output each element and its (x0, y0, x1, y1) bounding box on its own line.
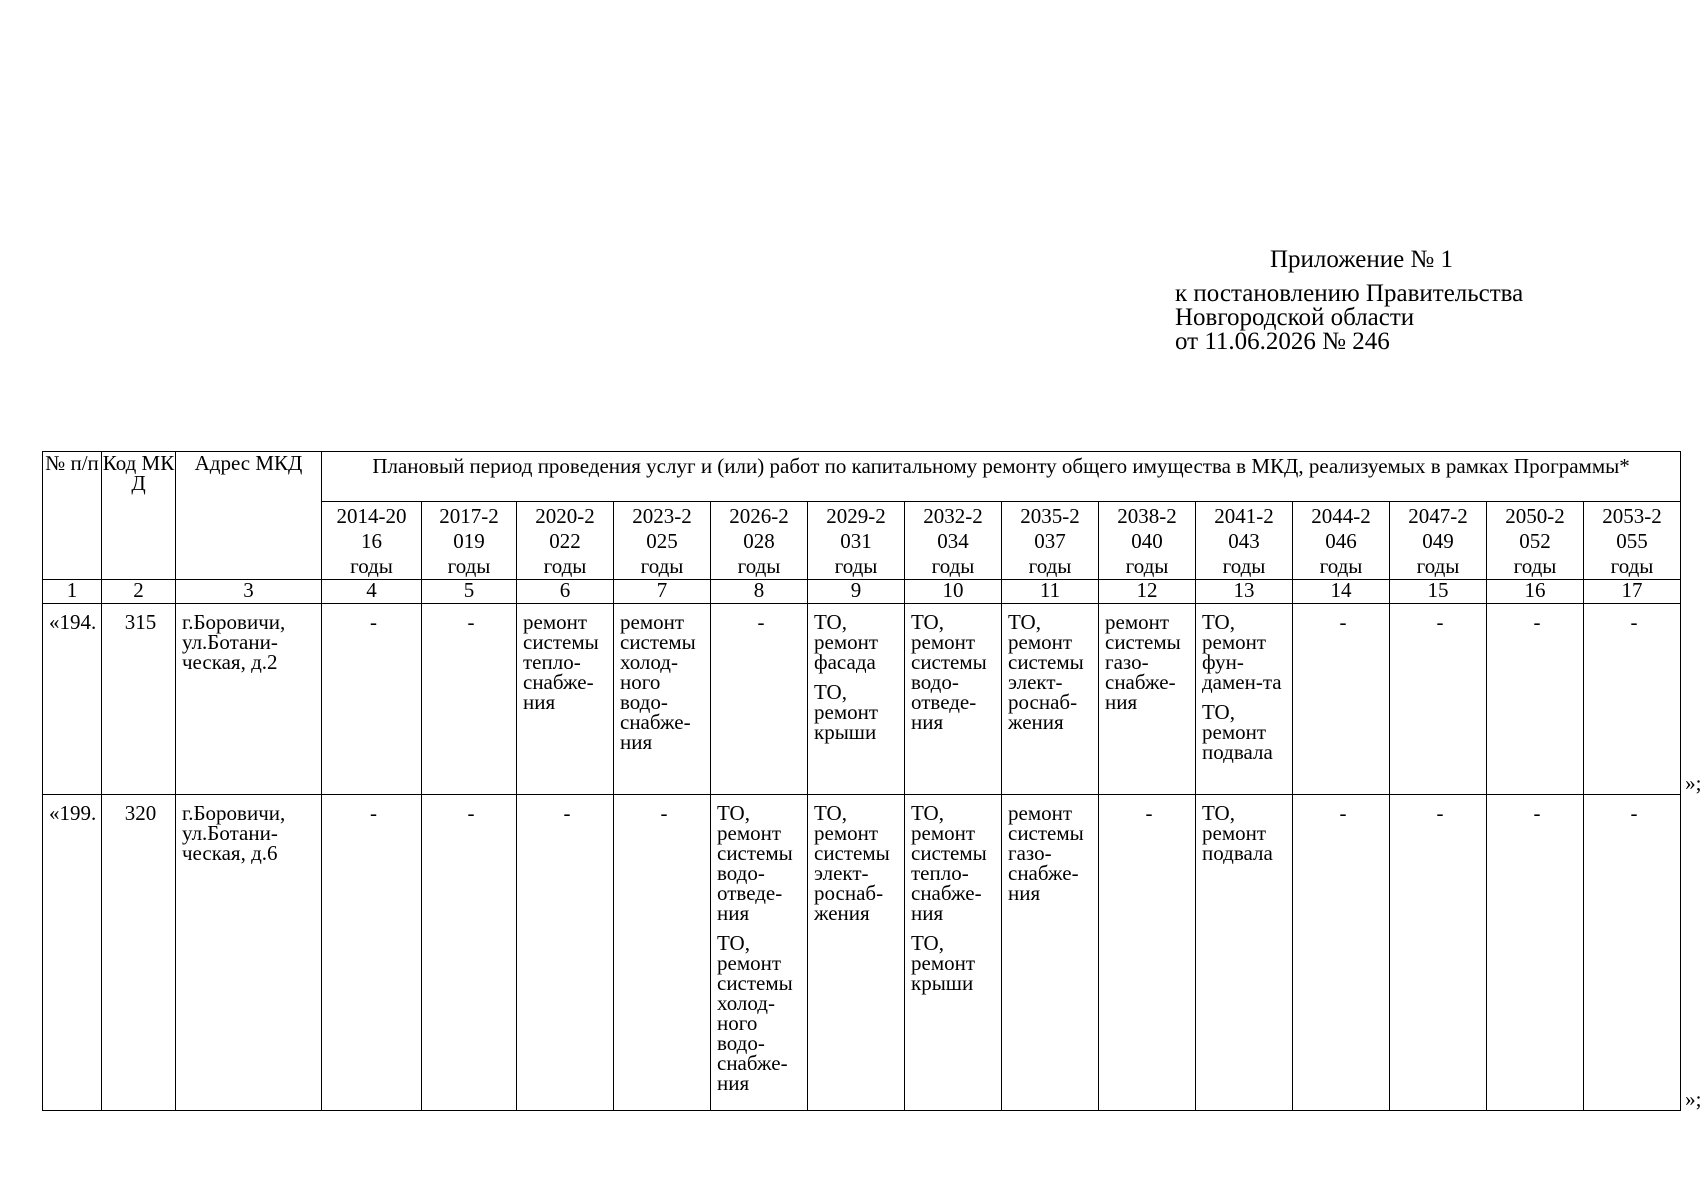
row-address: г.Боровичи, ул.Ботани-ческая, д.6 (176, 795, 322, 1111)
work-item: ремонт системы газо-снабже-ния (1008, 801, 1084, 905)
period-word: годы (931, 554, 975, 578)
column-number-7: 7 (614, 580, 711, 604)
work-cell-10 (905, 604, 1002, 795)
period-years: 2023-2025 (632, 504, 692, 553)
work-item: - (1145, 801, 1153, 825)
header-num: № п/п (43, 452, 102, 580)
work-item: ТО, ремонт системы водо-отведе-ния (717, 801, 793, 925)
period-word: годы (1222, 554, 1266, 578)
work-item: - (1339, 610, 1347, 634)
work-cell-5 (422, 795, 517, 1111)
column-number-8: 8 (711, 580, 808, 604)
work-item: - (370, 610, 377, 634)
header-period-1 (322, 502, 422, 580)
work-item: - (370, 801, 377, 825)
period-word: годы (447, 554, 491, 578)
work-item: ТО, ремонт системы водо-отведе-ния (911, 610, 987, 734)
header-period-12 (1390, 502, 1487, 580)
work-cell-11 (1002, 604, 1099, 795)
header-period-4 (614, 502, 711, 580)
column-number-16: 16 (1487, 580, 1584, 604)
work-cell-5 (422, 604, 517, 795)
header-period-7 (905, 502, 1002, 580)
work-cell-15 (1390, 795, 1487, 1111)
header-period-5 (711, 502, 808, 580)
period-years: 2017-2019 (439, 504, 499, 553)
work-item: ТО, ремонт крыши (911, 931, 976, 995)
work-cell-15 (1390, 604, 1487, 795)
work-cell-4 (322, 604, 422, 795)
period-word: годы (737, 554, 781, 578)
work-item: ТО, ремонт системы тепло-снабже-ния (911, 801, 987, 925)
work-cell-10 (905, 795, 1002, 1111)
work-cell-16 (1487, 795, 1584, 1111)
header-period-13 (1487, 502, 1584, 580)
work-cell-12 (1099, 795, 1196, 1111)
row-num: «199. (43, 795, 102, 1111)
capital-repair-table (42, 451, 1681, 1111)
period-years: 2026-2028 (729, 504, 789, 553)
work-item: - (660, 801, 668, 825)
header-code: Код МК Д (102, 452, 176, 580)
work-item: - (563, 801, 571, 825)
column-number-5: 5 (422, 580, 517, 604)
header-period-14 (1584, 502, 1681, 580)
work-item: - (1436, 610, 1444, 634)
work-item: ТО, ремонт фасада (814, 610, 879, 674)
row-num: «194. (43, 604, 102, 795)
work-item: - (467, 801, 475, 825)
column-number-11: 11 (1002, 580, 1099, 604)
column-number-13: 13 (1196, 580, 1293, 604)
work-cell-17 (1584, 604, 1681, 795)
row-address: г.Боровичи, ул.Ботани-ческая, д.2 (176, 604, 322, 795)
row-tail: »; (1685, 770, 1701, 795)
period-years: 2035-2037 (1020, 504, 1080, 553)
work-item: - (1630, 801, 1638, 825)
period-word: годы (1028, 554, 1072, 578)
header-period-10 (1196, 502, 1293, 580)
work-item: - (467, 610, 475, 634)
period-word: годы (1319, 554, 1363, 578)
column-number-1: 1 (43, 580, 102, 604)
column-number-2: 2 (102, 580, 176, 604)
table-row (43, 795, 1681, 1111)
appendix-line-3: от 11.06.2026 № 246 (1175, 328, 1390, 355)
period-years: 2032-2034 (923, 504, 983, 553)
work-cell-14 (1293, 604, 1390, 795)
period-word: годы (640, 554, 684, 578)
header-period-2 (422, 502, 517, 580)
work-cell-13 (1196, 604, 1293, 795)
period-years: 2041-2043 (1214, 504, 1274, 553)
row-code: 315 (102, 604, 176, 795)
work-cell-13 (1196, 795, 1293, 1111)
period-word: годы (350, 554, 393, 578)
work-cell-6 (517, 795, 614, 1111)
column-number-10: 10 (905, 580, 1002, 604)
work-item: ремонт системы холод-ного водо-снабже-ния (620, 610, 696, 754)
header-period-3 (517, 502, 614, 580)
header-period: Плановый период проведения услуг и (или) работ по капитальному ремонту общего имущества в МКД, реализуемых в рамках Программы* (322, 452, 1681, 502)
work-cell-6 (517, 604, 614, 795)
work-cell-4 (322, 795, 422, 1111)
work-item: ремонт системы тепло-снабже-ния (523, 610, 599, 714)
column-number-3: 3 (176, 580, 322, 604)
period-word: годы (543, 554, 587, 578)
work-cell-16 (1487, 604, 1584, 795)
period-years: 2047-2049 (1408, 504, 1468, 553)
column-number-9: 9 (808, 580, 905, 604)
work-item: - (1339, 801, 1347, 825)
period-word: годы (1416, 554, 1460, 578)
work-item: ТО, ремонт системы холод-ного водо-снабже-ния (717, 931, 793, 1095)
period-word: годы (834, 554, 878, 578)
table-row (43, 604, 1681, 795)
work-item: - (1533, 801, 1541, 825)
period-years: 2050-2052 (1505, 504, 1565, 553)
work-item: - (757, 610, 765, 634)
period-years: 2038-2040 (1117, 504, 1177, 553)
appendix-title: Приложение № 1 (1270, 246, 1454, 273)
period-years: 2020-2022 (535, 504, 595, 553)
column-number-12: 12 (1099, 580, 1196, 604)
column-number-14: 14 (1293, 580, 1390, 604)
header-period-8 (1002, 502, 1099, 580)
work-cell-7 (614, 795, 711, 1111)
column-number-15: 15 (1390, 580, 1487, 604)
work-item: ТО, ремонт фун-дамен-та (1202, 610, 1282, 694)
period-years: 2044-2046 (1311, 504, 1371, 553)
work-cell-7 (614, 604, 711, 795)
work-cell-8 (711, 795, 808, 1111)
work-item: ремонт системы газо-снабже-ния (1105, 610, 1181, 714)
appendix-header (1175, 246, 1523, 354)
period-years: 2029-2031 (826, 504, 886, 553)
work-item: - (1630, 610, 1638, 634)
column-number-6: 6 (517, 580, 614, 604)
header-period-9 (1099, 502, 1196, 580)
header-period-6 (808, 502, 905, 580)
header-address: Адрес МКД (176, 452, 322, 580)
column-number-4: 4 (322, 580, 422, 604)
period-years: 2053-2055 (1602, 504, 1662, 553)
work-cell-8 (711, 604, 808, 795)
period-word: годы (1610, 554, 1654, 578)
work-item: ТО, ремонт подвала (1202, 700, 1273, 764)
work-item: ТО, ремонт подвала (1202, 801, 1273, 865)
work-cell-9 (808, 604, 905, 795)
work-cell-14 (1293, 795, 1390, 1111)
work-item: ТО, ремонт системы элект-роснаб-жения (1008, 610, 1084, 734)
header-period-11 (1293, 502, 1390, 580)
appendix-line-2: Новгородской области (1175, 304, 1415, 331)
period-word: годы (1513, 554, 1557, 578)
work-item: - (1436, 801, 1444, 825)
work-item: ТО, ремонт крыши (814, 680, 879, 744)
work-item: ТО, ремонт системы элект-роснаб-жения (814, 801, 890, 925)
work-item: - (1533, 610, 1541, 634)
work-cell-11 (1002, 795, 1099, 1111)
period-years: 2014-2016 (336, 504, 407, 553)
row-tail: »; (1685, 1086, 1701, 1111)
appendix-line-1: к постановлению Правительства (1175, 280, 1524, 307)
work-cell-9 (808, 795, 905, 1111)
work-cell-12 (1099, 604, 1196, 795)
column-number-17: 17 (1584, 580, 1681, 604)
period-word: годы (1125, 554, 1169, 578)
row-code: 320 (102, 795, 176, 1111)
work-cell-17 (1584, 795, 1681, 1111)
